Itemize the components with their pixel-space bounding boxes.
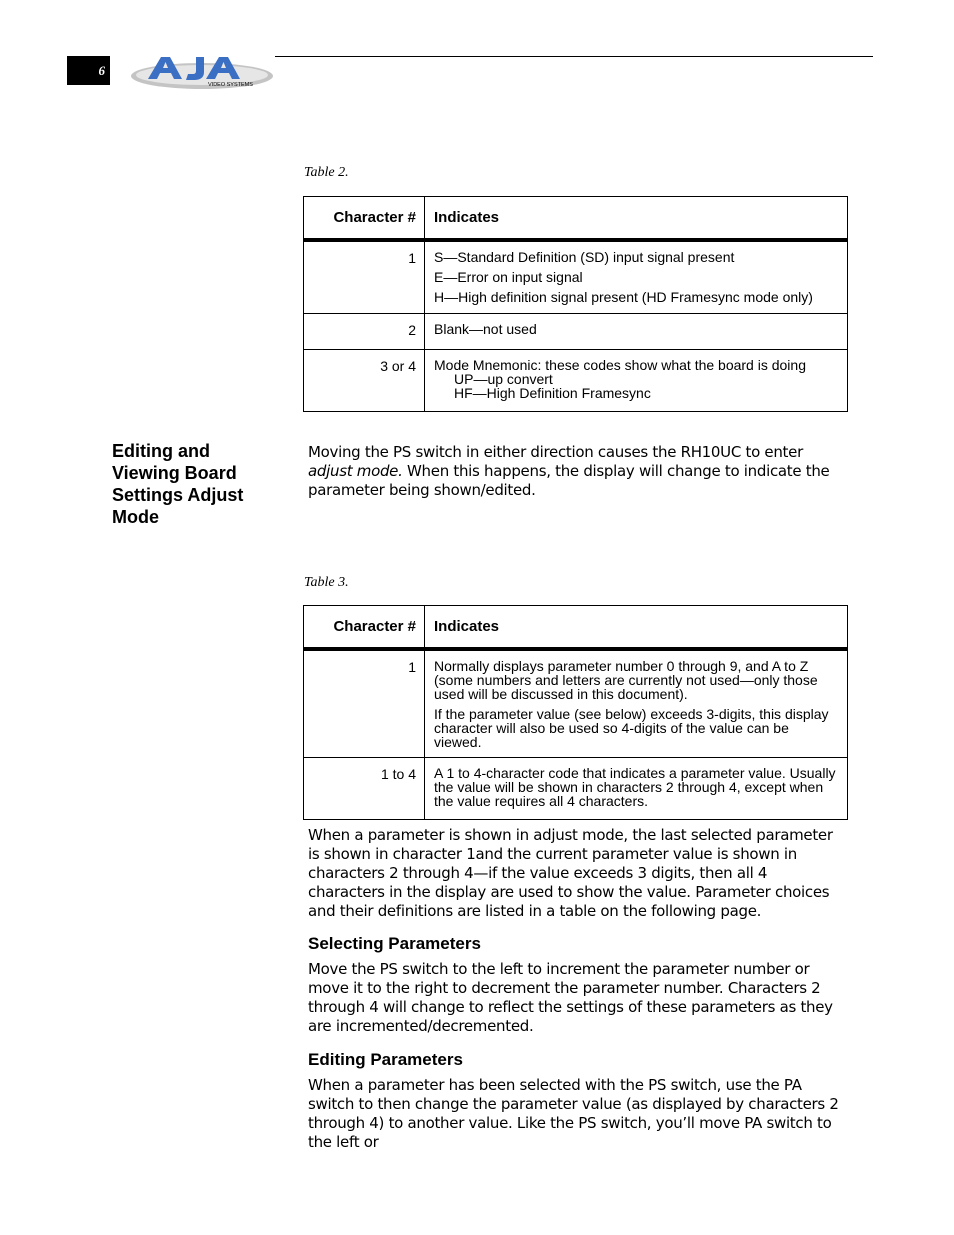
- table3-cell-character: 1 to 4: [304, 757, 425, 819]
- table3-paragraph: A 1 to 4-character code that indicates a parameter value. Usually the value will be shown in characters 2 through 4, except when the value requires all 4 characters.: [434, 764, 836, 809]
- table-row: [304, 240, 848, 314]
- table-row: [304, 350, 848, 412]
- table2-subline: UP—up convert: [454, 371, 553, 387]
- page-number: 6: [67, 56, 110, 85]
- table2-header-indicates: Indicates: [425, 197, 848, 240]
- table2-cell-character: 3 or 4: [304, 350, 425, 412]
- logo-subtext: VIDEO SYSTEMS: [208, 82, 253, 88]
- intro-text: Moving the PS switch in either direction causes the RH10UC to enter: [308, 443, 803, 461]
- table-row: [304, 314, 848, 350]
- table3-cell-character: 1: [304, 649, 425, 758]
- table2-cell-character: 2: [304, 314, 425, 350]
- section-intro: [308, 443, 848, 500]
- editing-paragraph-text: When a parameter has been selected with the PS switch, use the PA switch to then change the parameter value (as displayed by characters 2 through 4) to another value. Like the PS switch, you’ll move PA switch to the left or: [308, 1076, 839, 1151]
- table2-cell-indicates: [425, 240, 848, 314]
- table3-paragraph: If the parameter value (see below) exceeds 3-digits, this display character will also be used so 4-digits of the value can be viewed.: [434, 705, 829, 750]
- table2-header-character: Character #: [304, 197, 425, 240]
- table2-caption: Table 2.: [304, 165, 349, 180]
- table3-paragraph: Normally displays parameter number 0 through 9, and A to Z (some numbers and letters are currently not used—only those used will be discussed in this document).: [434, 657, 818, 702]
- editing-paragraph: [308, 1076, 848, 1152]
- aja-logo: [130, 52, 275, 90]
- table2-line: S—Standard Definition (SD) input signal present: [434, 248, 735, 265]
- table3-caption: Table 3.: [304, 575, 349, 590]
- selecting-heading: Selecting Parameters: [308, 934, 481, 953]
- table2-cell-indicates: [425, 350, 848, 412]
- table3: [303, 605, 848, 820]
- editing-heading: Editing Parameters: [308, 1050, 463, 1069]
- header-rule: [275, 56, 873, 57]
- selecting-paragraph: [308, 960, 848, 1036]
- table2-line: H—High definition signal present (HD Framesync mode only): [434, 288, 813, 305]
- table3-cell-indicates: [425, 649, 848, 758]
- table3-cell-indicates: [425, 757, 848, 819]
- table2-subline: HF—High Definition Framesync: [454, 385, 651, 401]
- table2-line: Blank—not used: [434, 321, 537, 337]
- table2: [303, 196, 848, 412]
- table-row: [304, 649, 848, 758]
- table2-line: Mode Mnemonic: these codes show what the board is doing: [434, 357, 806, 373]
- intro-italic: adjust mode.: [308, 462, 403, 480]
- table2-cell-indicates: [425, 314, 848, 350]
- selecting-paragraph-text: Move the PS switch to the left to increment the parameter number or move it to the right to decrement the parameter number. Characters 2 through 4 will change to reflect the settings of these parameters as they are incremented/decremented.: [308, 960, 833, 1035]
- adjust-paragraph-text: When a parameter is shown in adjust mode, the last selected parameter is shown in character 1and the current parameter value is shown in characters 2 through 4—if the value exceeds 3 digits, then all 4 characters in the display are used to show the value. Parameter choices and their definitions are listed in a table on the following page.: [308, 826, 833, 920]
- adjust-paragraph: [308, 826, 848, 921]
- table2-cell-character: 1: [304, 240, 425, 314]
- table-row: [304, 757, 848, 819]
- table2-line: E—Error on input signal: [434, 268, 583, 285]
- table3-header-character: Character #: [304, 606, 425, 649]
- intro-text-end: When this happens, the display will change to indicate the parameter being shown/edited.: [308, 462, 830, 499]
- table3-header-indicates: Indicates: [425, 606, 848, 649]
- section-heading: Editing and Viewing Board Settings Adjust Mode: [112, 441, 244, 527]
